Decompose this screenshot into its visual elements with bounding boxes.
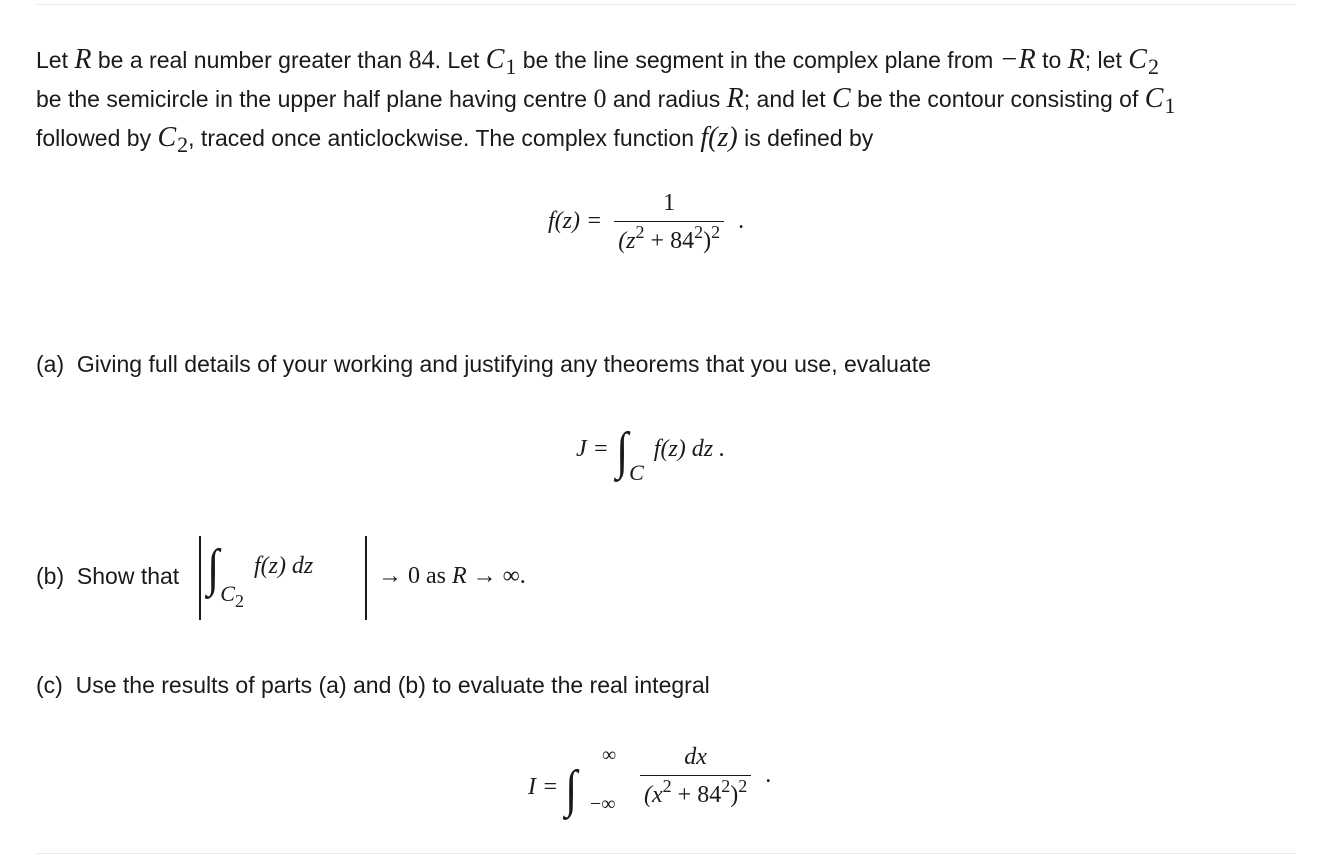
var-C1: C (485, 44, 505, 75)
limit-statement: → 0 as R → ∞. (378, 563, 526, 589)
bottom-divider (36, 853, 1296, 854)
abs-bar-right (365, 536, 367, 620)
equation-J: J = ∫C f(z) dz . (576, 423, 726, 485)
lower-limit: −∞ (590, 793, 616, 815)
part-b: (b) Show that (36, 563, 180, 589)
var-minus-R: −R (999, 44, 1036, 75)
integral-sign: ∫ (565, 761, 578, 818)
top-divider (36, 4, 1296, 5)
abs-bar-left (199, 536, 201, 620)
integral-sign: ∫ (615, 423, 629, 480)
constant-84: 84 (408, 45, 435, 74)
var-R: R (74, 44, 92, 75)
fraction-integrand: $\frac{dx}{(x^2 + 84^2)^2}$ . (640, 744, 771, 809)
part-b-label: (b) (36, 563, 65, 589)
var-C2: C (1128, 44, 1147, 75)
part-c-label: (c) (36, 672, 63, 698)
upper-limit: ∞ (602, 744, 617, 766)
problem-intro: Let R be a real number greater than 84. Let C1 be the line segment in the complex plane from −R to R; let C2 be the semicircle in the upper half plane having centre 0 and radius R; and let C be the contour consisting of C1 followed by C2, traced once anticlockwise. The complex function f(z) is defined by (36, 44, 1176, 157)
var-C: C (832, 83, 851, 114)
part-a-label: (a) (36, 351, 65, 377)
equation-I: I = ∫ (528, 761, 578, 818)
equation-f-definition: f(z) = $\frac{1}{(z^2 + 84^2)^2}$ . (548, 190, 745, 254)
part-a: (a) Giving full details of your working and justifying any theorems that you use, evaluate (36, 351, 931, 377)
equation-b-integral: $\int C_2$ f(z) dz (207, 540, 314, 611)
fraction: $\frac{1}{(z^2 + 84^2)^2}$ (614, 190, 724, 255)
intro-text: Let (36, 47, 75, 73)
part-c: (c) Use the results of parts (a) and (b) to evaluate the real integral (36, 672, 710, 698)
function-f: f(z) (700, 122, 738, 153)
